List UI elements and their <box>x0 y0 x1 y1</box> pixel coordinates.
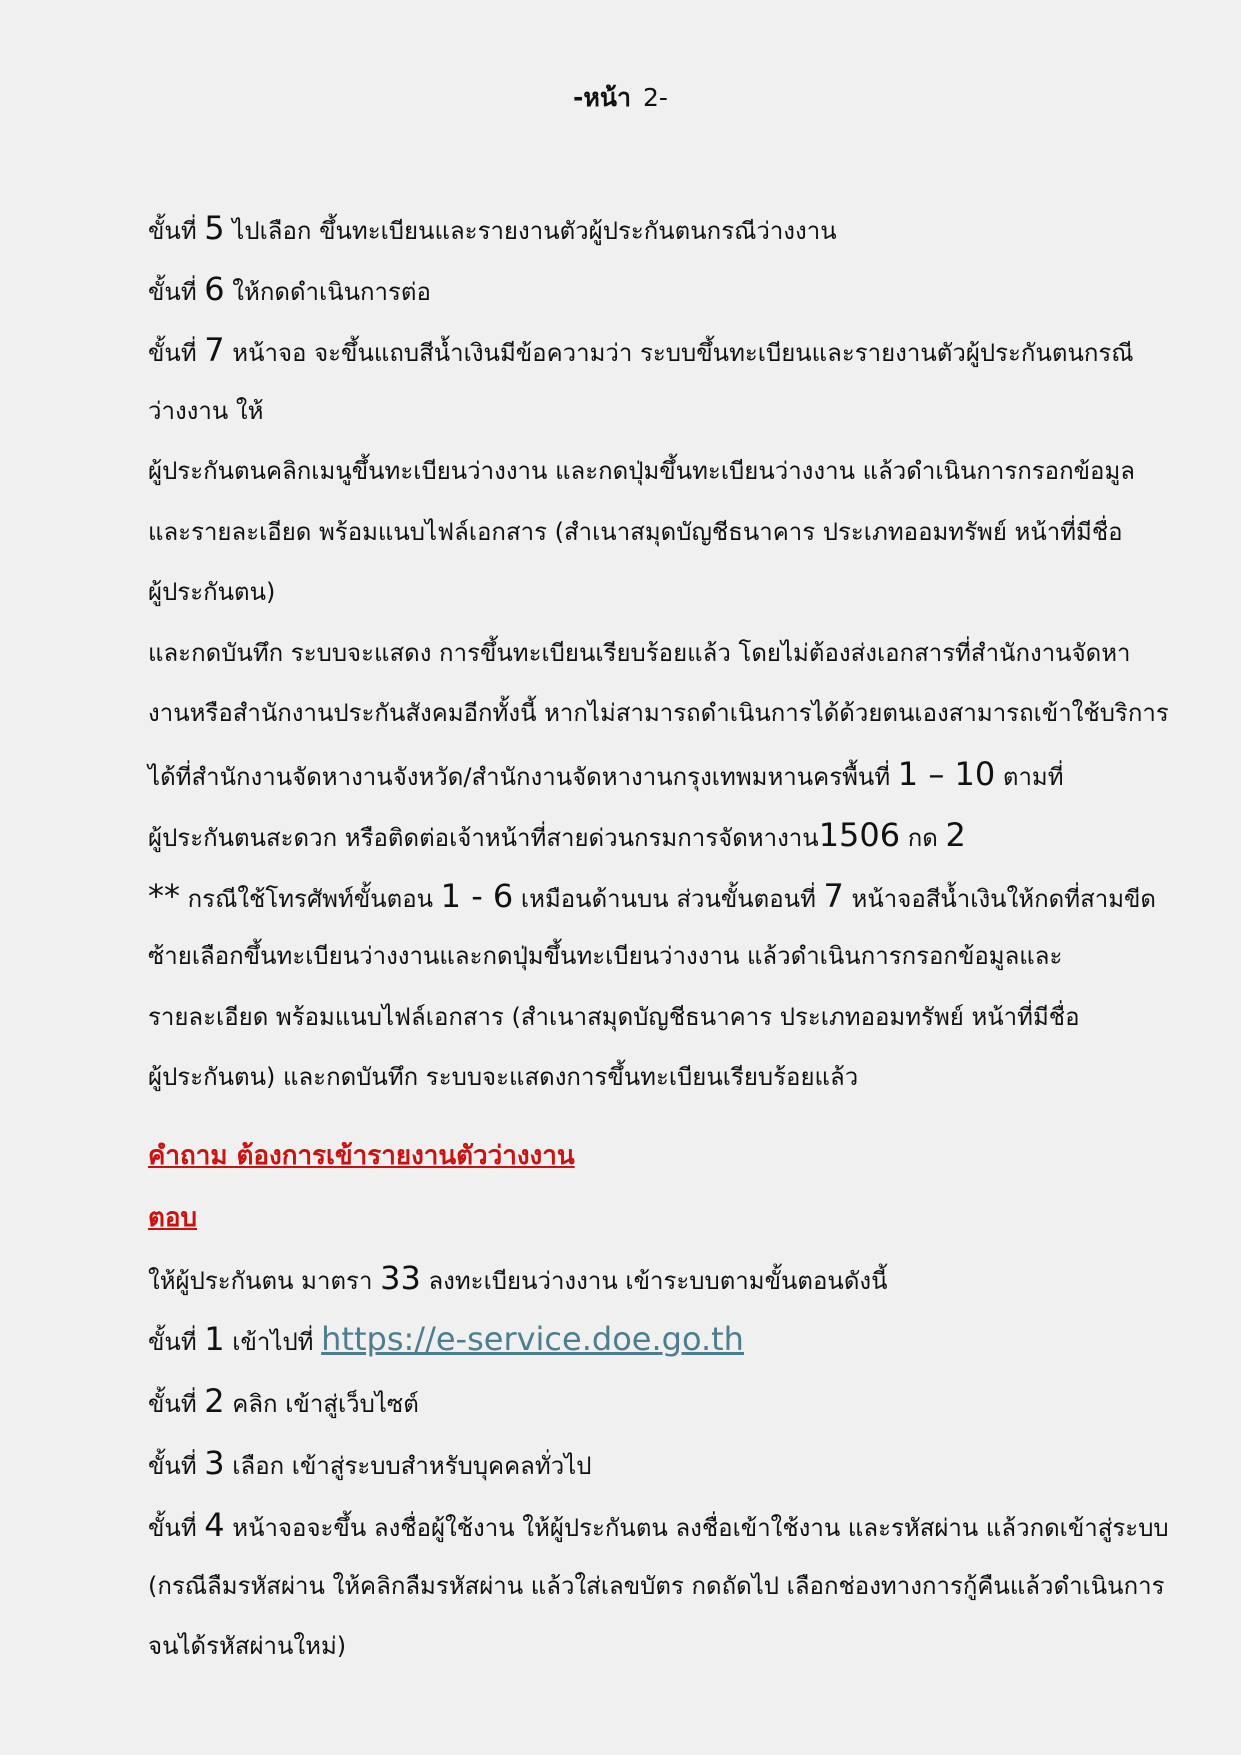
intro-line <box>148 1260 1148 1299</box>
area-range: 1 – 10 <box>897 755 996 793</box>
step-prefix: ขั้นที่ <box>148 339 197 367</box>
line-text: ให้ผู้ประกันตน มาตรา <box>148 1267 373 1295</box>
page-header <box>0 78 1241 118</box>
hotline-extension: 2 <box>945 816 966 854</box>
line-text: ได้ที่สำนักงานจัดหางานจังหวัด/สำนักงานจัดหางานกรุงเทพมหานครพื้นที่ <box>148 763 891 791</box>
step-prefix: ขั้นที่ <box>148 1328 197 1356</box>
step-number: 1 <box>204 1320 225 1358</box>
paragraph-line: ผู้ประกันตน) <box>148 578 276 606</box>
step-prefix: ขั้นที่ <box>148 1390 197 1418</box>
e-service-link[interactable]: https://e-service.doe.go.th <box>321 1320 744 1358</box>
answer-label: ตอบ <box>148 1203 198 1233</box>
step-number: 4 <box>204 1506 225 1544</box>
step-number: 2 <box>204 1382 225 1420</box>
step-prefix: ขั้นที่ <box>148 1452 197 1480</box>
step-text: เข้าไปที่ <box>232 1328 314 1356</box>
step-6-line <box>148 271 1148 310</box>
paragraph-line: จนได้รหัสผ่านใหม่) <box>148 1632 347 1660</box>
paragraph-line: และกดบันทึก ระบบจะแสดง การขึ้นทะเบียนเรียบร้อยแล้ว โดยไม่ต้องส่งเอกสารที่สำนักงานจัดหา <box>148 639 1131 667</box>
page-number: 2- <box>643 83 668 112</box>
step-number: 7 <box>823 877 844 915</box>
step-text: หน้าจอจะขึ้น ลงชื่อผู้ใช้งาน ให้ผู้ประกันตน ลงชื่อเข้าใช้งาน และรหัสผ่าน แล้วกดเข้าสู่ระบบ <box>232 1514 1169 1542</box>
line-text: ลงทะเบียนว่างงาน เข้าระบบตามขั้นตอนดังนี้ <box>428 1267 888 1295</box>
question-heading: คำถาม ต้องการเข้ารายงานตัวว่างงาน <box>148 1141 575 1171</box>
step-text: ให้กดดำเนินการต่อ <box>232 278 431 306</box>
step-number: 3 <box>204 1444 225 1482</box>
line-text: กรณีใช้โทรศัพท์ขั้นตอน <box>187 885 434 913</box>
step-4-line <box>148 1506 1169 1546</box>
paragraph-line: และรายละเอียด พร้อมแนบไฟล์เอกสาร (สำเนาสมุดบัญชีธนาคาร ประเภทออมทรัพย์ หน้าที่มีชื่อ <box>148 518 1123 546</box>
step-range: 1 - 6 <box>440 877 514 915</box>
paragraph-line: ว่างงาน ให้ <box>148 397 264 425</box>
note-asterisks: ** <box>148 877 180 915</box>
step-number: 7 <box>204 331 225 369</box>
step-prefix: ขั้นที่ <box>148 217 197 245</box>
step-text: คลิก เข้าสู่เว็บไซต์ <box>232 1390 419 1418</box>
step-2-line <box>148 1383 1148 1422</box>
step-5-line <box>148 210 1148 249</box>
hotline-number: 1506 <box>818 816 901 854</box>
step-number: 5 <box>204 209 225 247</box>
paragraph-line: ผู้ประกันตน) และกดบันทึก ระบบจะแสดงการขึ้นทะเบียนเรียบร้อยแล้ว <box>148 1063 859 1091</box>
paragraph-line: ซ้ายเลือกขึ้นทะเบียนว่างงานและกดปุ่มขึ้นทะเบียนว่างงาน แล้วดำเนินการกรอกข้อมูลและ <box>148 942 1063 970</box>
step-text: เลือก เข้าสู่ระบบสำหรับบุคคลทั่วไป <box>232 1452 592 1480</box>
note-line <box>148 877 1156 917</box>
step-prefix: ขั้นที่ <box>148 1514 197 1542</box>
step-number: 6 <box>204 270 225 308</box>
line-text: ตามที่ <box>1002 763 1064 791</box>
section-number: 33 <box>380 1259 421 1297</box>
step-3-line <box>148 1445 1148 1484</box>
paragraph-line: (กรณีลืมรหัสผ่าน ให้คลิกลืมรหัสผ่าน แล้วใส่เลขบัตร กดถัดไป เลือกช่องทางการกู้คืนแล้วดำเนินการ <box>148 1572 1165 1600</box>
step-7-line <box>148 332 1148 371</box>
step-1-line <box>148 1321 1148 1360</box>
paragraph-line: งานหรือสำนักงานประกันสังคมอีกทั้งนี้ หากไม่สามารถดำเนินการได้ด้วยตนเองสามารถเข้าใช้บริการ <box>148 699 1169 727</box>
paragraph-line <box>148 756 1148 795</box>
line-text: เหมือนด้านบน ส่วนขั้นตอนที่ <box>520 885 816 913</box>
paragraph-line: รายละเอียด พร้อมแนบไฟล์เอกสาร (สำเนาสมุดบัญชีธนาคาร ประเภทออมทรัพย์ หน้าที่มีชื่อ <box>148 1003 1080 1031</box>
line-text: ผู้ประกันตนสะดวก หรือติดต่อเจ้าหน้าที่สายด่วนกรมการจัดหางาน <box>148 824 819 852</box>
line-text: กด <box>907 824 938 852</box>
step-prefix: ขั้นที่ <box>148 278 197 306</box>
paragraph-line: ผู้ประกันตนคลิกเมนูขึ้นทะเบียนว่างงาน และกดปุ่มขึ้นทะเบียนว่างงาน แล้วดำเนินการกรอกข้อมูล <box>148 457 1135 485</box>
page-header-label: -หน้า <box>573 83 632 112</box>
paragraph-line <box>148 817 1148 856</box>
step-text: หน้าจอ จะขึ้นแถบสีน้ำเงินมีข้อความว่า ระบบขึ้นทะเบียนและรายงานตัวผู้ประกันตนกรณี <box>232 339 1134 367</box>
step-text: ไปเลือก ขึ้นทะเบียนและรายงานตัวผู้ประกันตนกรณีว่างงาน <box>232 217 837 245</box>
line-text: หน้าจอสีน้ำเงินให้กดที่สามขีด <box>851 885 1156 913</box>
